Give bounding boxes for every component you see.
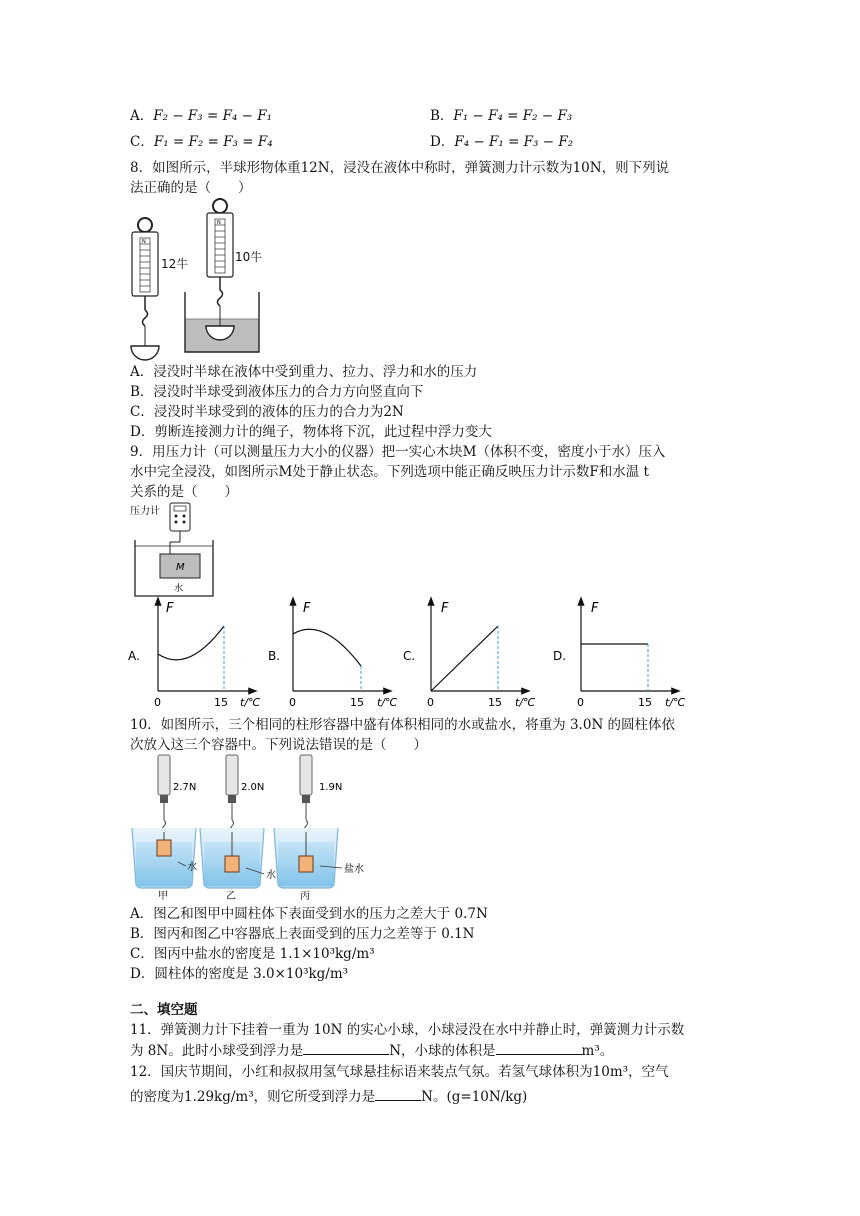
q10-option-b: B．图丙和图乙中容器底上表面受到的压力之差等于 0.1N bbox=[130, 926, 475, 942]
q9-stem-line3: 关系的是（ ） bbox=[130, 484, 238, 500]
svg-text:F: F bbox=[303, 601, 311, 616]
q9-graph-c bbox=[403, 601, 536, 709]
svg-text:N: N bbox=[142, 239, 146, 245]
svg-text:F: F bbox=[441, 601, 449, 616]
q9-gauge-label: 压力计 bbox=[130, 506, 160, 517]
svg-text:N: N bbox=[217, 220, 221, 226]
q12-blank-buoyancy[interactable] bbox=[375, 1086, 421, 1101]
svg-text:C.: C. bbox=[403, 649, 416, 663]
q7-option-b: B．F₁ − F₄ = F₂ − F₃ bbox=[430, 108, 573, 124]
svg-text:0: 0 bbox=[154, 696, 161, 709]
svg-text:丙: 丙 bbox=[300, 891, 310, 902]
q12-line2: 的密度为1.29kg/m³，则它所受到浮力是 N。(g=10N/kg) bbox=[130, 1086, 527, 1107]
q7-option-d: D．F₄ − F₁ = F₃ − F₂ bbox=[430, 134, 574, 150]
q11-line2: 为 8N。此时小球受到浮力是 N，小球的体积是 m³。 bbox=[130, 1040, 613, 1061]
svg-text:0: 0 bbox=[427, 696, 434, 709]
svg-text:15: 15 bbox=[638, 696, 652, 709]
svg-text:t/℃: t/℃ bbox=[515, 696, 536, 709]
q10-stem-line1: 10．如图所示，三个相同的柱形容器中盛有体积相同的水或盐水，将重为 3.0N 的圆柱体依 bbox=[130, 717, 676, 733]
svg-text:盐水: 盐水 bbox=[344, 864, 364, 875]
q8-option-c: C．浸没时半球受到的液体的压力的合力为2N bbox=[130, 404, 404, 420]
q10-option-a: A．图乙和图甲中圆柱体下表面受到水的压力之差大于 0.7N bbox=[130, 906, 488, 922]
svg-text:15: 15 bbox=[214, 696, 228, 709]
q9-curve-a bbox=[158, 626, 224, 660]
q10-option-d: D．圆柱体的密度是 3.0×10³kg/m³ bbox=[130, 966, 349, 982]
q12-line1: 12．国庆节期间，小红和叔叔用氢气球悬挂标语来装点气氛。若氢气球体积为10m³，空气 bbox=[130, 1064, 669, 1080]
section-heading: 二、填空题 bbox=[130, 1002, 198, 1018]
q9-stem-line2: 水中完全浸没，如图所示M处于静止状态。下列选项中能正确反映压力计示数F和水温 t bbox=[130, 464, 649, 480]
q11-blank-volume[interactable] bbox=[496, 1040, 582, 1055]
svg-text:15: 15 bbox=[488, 696, 502, 709]
q8-label-12: 12牛 bbox=[161, 257, 189, 271]
q9-graphs bbox=[128, 596, 738, 714]
q10-stem-line2: 次放入这三个容器中。下列说法错误的是（ ） bbox=[130, 737, 427, 753]
q11-blank-buoyancy[interactable] bbox=[303, 1040, 389, 1055]
q8-option-d: D．剪断连接测力计的绳子，物体将下沉，此过程中浮力变大 bbox=[130, 424, 492, 440]
q10-beaker-jia bbox=[132, 755, 197, 902]
q9-block-label: M bbox=[176, 562, 185, 573]
svg-text:B.: B. bbox=[268, 649, 281, 663]
q9-curve-c bbox=[431, 626, 498, 691]
svg-text:F: F bbox=[166, 601, 174, 616]
svg-text:甲: 甲 bbox=[158, 891, 168, 902]
q8-option-b: B．浸没时半球受到液体压力的合力方向竖直向下 bbox=[130, 384, 424, 400]
q8-option-a: A．浸没时半球在液体中受到重力、拉力、浮力和水的压力 bbox=[130, 364, 478, 380]
svg-text:2.7N: 2.7N bbox=[173, 782, 197, 793]
svg-text:t/℃: t/℃ bbox=[240, 696, 261, 709]
svg-text:0: 0 bbox=[289, 696, 296, 709]
q9-graph-b bbox=[268, 601, 398, 709]
q8-stem-line2: 法正确的是（ ） bbox=[130, 180, 252, 196]
q9-water-label: 水 bbox=[174, 584, 184, 594]
q9-curve-b bbox=[293, 629, 361, 666]
svg-text:A.: A. bbox=[128, 649, 140, 663]
svg-text:乙: 乙 bbox=[226, 891, 236, 902]
q9-graph-d bbox=[553, 601, 686, 709]
q8-figure-right bbox=[180, 196, 280, 356]
q10-option-c: C．图丙中盐水的密度是 1.1×10³kg/m³ bbox=[130, 946, 375, 962]
svg-text:0: 0 bbox=[577, 696, 584, 709]
q8-label-10: 10牛 bbox=[235, 250, 263, 264]
q9-figure bbox=[130, 500, 220, 600]
svg-text:15: 15 bbox=[350, 696, 364, 709]
q7-option-a: A．F₂ − F₃ = F₄ − F₁ bbox=[130, 108, 273, 124]
svg-text:水: 水 bbox=[187, 862, 197, 873]
q7-option-c: C．F₁ = F₂ = F₃ = F₄ bbox=[130, 134, 273, 150]
q10-figure bbox=[128, 750, 388, 900]
svg-text:D.: D. bbox=[553, 649, 567, 663]
svg-text:水: 水 bbox=[266, 870, 276, 881]
q9-graph-a bbox=[128, 601, 261, 709]
q8-stem-line1: 8．如图所示，半球形物体重12N，浸没在液体中称时，弹簧测力计示数为10N，则下列说 bbox=[130, 160, 670, 176]
svg-text:F: F bbox=[591, 601, 599, 616]
q10-beaker-bing bbox=[274, 755, 364, 902]
svg-text:1.9N: 1.9N bbox=[319, 782, 343, 793]
svg-text:t/℃: t/℃ bbox=[665, 696, 686, 709]
q9-stem-line1: 9．用压力计（可以测量压力大小的仪器）把一实心木块M（体积不变，密度小于水）压入 bbox=[130, 444, 666, 460]
svg-text:t/℃: t/℃ bbox=[377, 696, 398, 709]
q11-line1: 11．弹簧测力计下挂着一重为 10N 的实心小球，小球浸没在水中并静止时，弹簧测力计示数 bbox=[130, 1022, 685, 1038]
q10-beaker-yi bbox=[200, 755, 276, 902]
svg-text:2.0N: 2.0N bbox=[241, 782, 265, 793]
